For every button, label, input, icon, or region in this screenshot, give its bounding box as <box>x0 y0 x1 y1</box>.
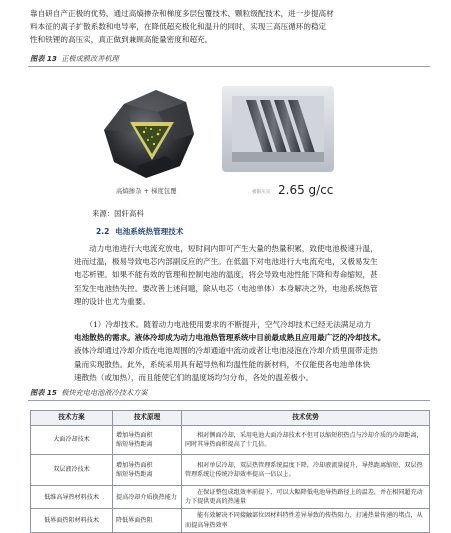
table-cell: 增加导热面积 缩短导热距离 <box>113 455 182 486</box>
electrode-compaction-icon <box>222 86 334 172</box>
figure-15-label: 图表 15 <box>30 388 57 397</box>
text-line: 性和铁锂的高压实，真正做到兼顾高能量密度和超充。 <box>30 35 213 45</box>
intro-paragraph <box>30 7 428 47</box>
table-row <box>31 486 430 509</box>
body-paragraph-2 <box>74 318 432 384</box>
table-cell: 低维高导热材料技术 <box>31 486 113 509</box>
table-cell: 相对侧面冷却，采用电池大面冷却技术不但可以缩短积热点与冷却介质的冷却距离，同时其导热面积提高了十几倍。 <box>182 426 430 455</box>
figure-15-caption <box>30 388 147 398</box>
table-cell: 相对单层冷却，双层热管理系统温度下降，冷却液流量提升，导热距离缩短，双层热管理系统让传统冷却效率提高一倍以上。 <box>182 455 430 486</box>
figure-13-title: 正极成膜改善机理 <box>61 54 119 63</box>
text-line: 至发生电池热失控。要改善上述问题，除从电芯（电池单体）本身解决之外，电池系统热管 <box>74 283 378 293</box>
column-header: 技术方案 <box>31 411 113 426</box>
text-line: 动力电池进行大电流充放电，短时间内即可产生大量的热量积累，致使电池极速升温， <box>74 244 378 253</box>
section-number: 2.2 <box>96 227 110 236</box>
text-line: 料本征的离子扩散系数和电导率，在降低超充极化和温升的同时，实现三高压循环的稳定 <box>30 22 327 32</box>
section-heading <box>96 226 183 237</box>
table-cell: 在保证整包成组效率前提下，可以大幅降低电池导热路径上的温差，并在相同超充动力下提供更高的热通量 <box>182 486 430 509</box>
table-cell: 低界面热阻材料技术 <box>31 509 113 532</box>
figure-13-caption <box>30 54 119 64</box>
figure-right-small-caption: 极限压实 <box>252 190 271 195</box>
table-row <box>31 426 430 455</box>
text-line: 电池散热的需求。液体冷却成为动力电池热管理系统中目前最成熟且应用最广泛的冷却技术。 <box>74 333 386 343</box>
text-line: 靠自研自产正极的优势，通过高熵掺杂和梯度多层包覆技术、颗粒级配技术，进一步提高材 <box>30 9 334 18</box>
table-cell: 能有效解决不同接触部位因材料特性差异导致的传热阻力，打通热量传递的堵点，从而提高导热效率 <box>182 509 430 532</box>
text-line: 速散热（或加热），而且能使它们的温度场均匀分布，各处的温差极小。 <box>74 372 314 382</box>
particle-icon <box>104 90 194 178</box>
compaction-density-value: 2.65 g/cc <box>278 183 334 197</box>
cooling-tech-table <box>30 410 430 533</box>
text-line: 理的设计也尤为重要。 <box>74 296 150 306</box>
source-note: 来源：国轩高科 <box>92 209 144 218</box>
text-line: 电芯析锂。如果不能有效的管理和控制电池的温度，将会导致电池性能下降和寿命缩短，甚 <box>74 270 378 280</box>
column-header: 技术原理 <box>113 411 182 426</box>
body-paragraph-1 <box>74 242 432 308</box>
figure-13-label: 图表 13 <box>30 54 57 63</box>
text-line: （1）冷却技术。随着动力电池使用要求的不断提升，空气冷却技术已经无法满足动力 <box>74 320 372 329</box>
column-header: 技术优势 <box>182 411 430 426</box>
text-line: 液体冷却通过冷却介质在电池周围的冷却通道中流动或者让电池浸泡在冷却介质里面带走热 <box>74 346 378 356</box>
caption-rule <box>28 400 430 401</box>
caption-rule <box>28 66 430 67</box>
table-cell: 大面冷却技术 <box>31 426 113 455</box>
table-cell: 双层液冷技术 <box>31 455 113 486</box>
figure-left-caption: 高熵掺杂 + 梯度包覆 <box>116 187 177 195</box>
figure-15-title: 极快充电电池液冷技术方案 <box>61 388 148 397</box>
table-cell: 增加导热面积 缩短导热距离 <box>113 426 182 455</box>
section-title: 电池系统热管理技术 <box>115 227 184 236</box>
text-line: 进而过温，极易导致电芯内部副反应的产生。在低温下对电池进行大电流充电，又极易发生 <box>74 257 378 267</box>
table-row <box>31 455 430 486</box>
text-line: 量而实现散热。此外，系统采用具有超导热和均温性能的新材料，不仅能使各电池单体快 <box>74 359 371 369</box>
table-cell: 降低界面热阻 <box>113 509 182 532</box>
table-header-row <box>31 411 430 426</box>
table-cell: 提高冷却介质换热能力 <box>113 486 182 509</box>
